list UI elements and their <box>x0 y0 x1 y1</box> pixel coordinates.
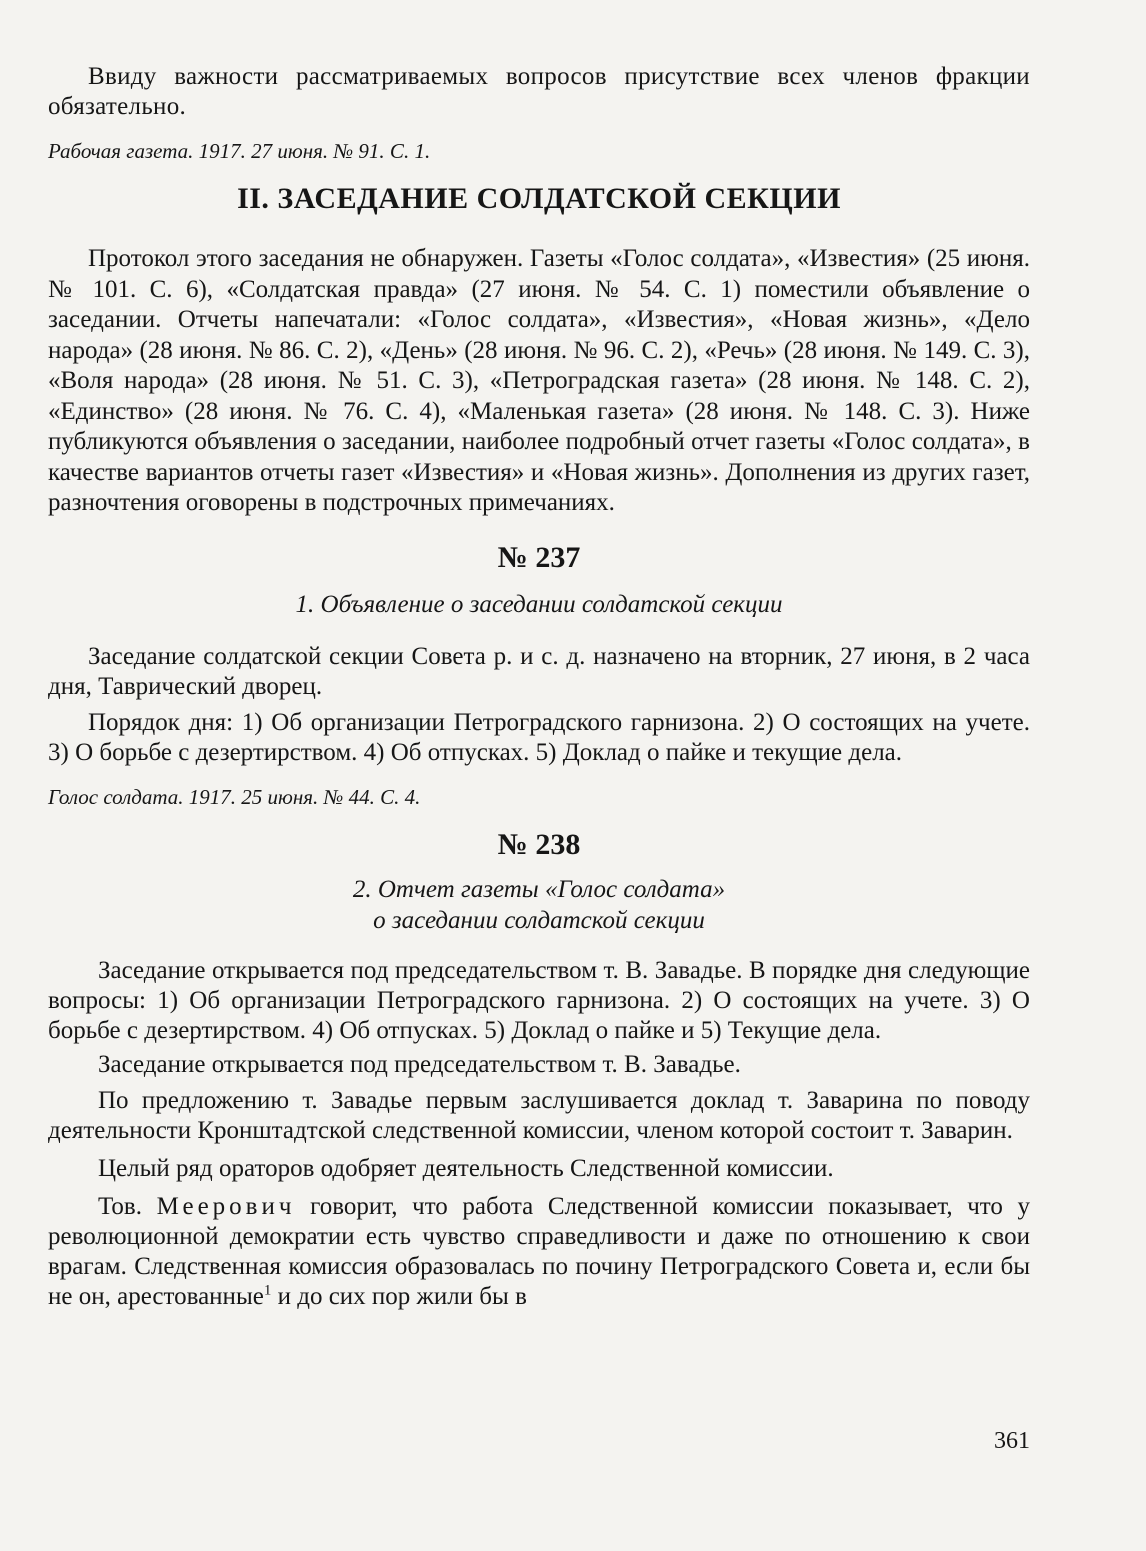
doc-238-paragraph-1: Заседание открывается под председательством т. В. Завадье. В порядке дня следующие вопросы: 1) Об организации Петроградского гарнизона. 2) О состоящих на учете. 3) О борьбе с дезертирством. 4) Об отпусках. 5) Доклад о пайке и 5) Текущие дела. <box>48 956 1030 1044</box>
doc-238-title-line-1: 2. Отчет газеты «Голос солдата» <box>352 875 726 903</box>
page-number: 361 <box>994 1428 1030 1454</box>
speech-text: говорит, что работа Следственной комиссии показывает, что у революционной демократии есть чувство справедливости и даже по отношению к свои врагам. Следственная комиссия образовалась по почину Петроградского Совета и, если бы не он, арестованные <box>48 1192 1030 1310</box>
doc-238-paragraph-3: По предложению т. Завадье первым заслушивается доклад т. Заварина по поводу деятельности Кронштадтской следственной комиссии, членом которой состоит т. Заварин. <box>48 1086 1030 1144</box>
intro-source: Рабочая газета. 1917. 27 июня. № 91. С. 1. <box>48 139 431 163</box>
doc-237-number: № 237 <box>497 540 581 574</box>
doc-238-paragraph-2: Заседание открывается под председательством т. В. Завадье. <box>98 1050 741 1078</box>
doc-238-paragraph-5 <box>48 1192 1030 1312</box>
doc-237-paragraph-2: Порядок дня: 1) Об организации Петроградского гарнизона. 2) О состоящих на учете. 3) О борьбе с дезертирством. 4) Об отпусках. 5) Доклад о пайке и текущие дела. <box>48 708 1030 766</box>
footnote-marker[interactable]: 1 <box>263 1282 272 1299</box>
speaker-prefix: Тов. <box>98 1192 142 1220</box>
doc-237-source: Голос солдата. 1917. 25 июня. № 44. С. 4. <box>48 784 421 809</box>
doc-238-title-line-2: о заседании солдатской секции <box>373 906 705 934</box>
speech-text-continued: и до сих пор жили бы в <box>277 1282 527 1310</box>
doc-238-paragraph-4: Целый ряд ораторов одобряет деятельность Следственной комиссии. <box>98 1154 834 1182</box>
page-content <box>48 62 1030 1312</box>
doc-237-title: 1. Объявление о заседании солдатской секции <box>295 590 783 618</box>
speaker-name: Меерович <box>156 1192 296 1220</box>
section-note: Протокол этого заседания не обнаружен. Газеты «Голос солдата», «Известия» (25 июня. № 101. С. 6), «Солдатская правда» (27 июня. № 54. С. 1) поместили объявление о заседании. Отчеты напечатали: «Голос солдата», «Известия», «Новая жизнь», «Дело народа» (28 июня. № 86. С. 2), «День» (28 июня. № 96. С. 2), «Речь» (28 июня. № 149. С. 3), «Воля народа» (28 июня. № 51. С. 3), «Петроградская газета» (28 июня. № 148. С. 2), «Единство» (28 июня. № 76. С. 4), «Маленькая газета» (28 июня. № 148. С. 3). Ниже публикуются объявления о заседании, наиболее подробный отчет газеты «Голос солдата», в качестве вариантов отчеты газет «Известия» и «Новая жизнь». Дополнения из других газет, разночтения оговорены в подстрочных примечаниях. <box>48 245 1030 516</box>
doc-238-number: № 238 <box>497 827 581 861</box>
doc-237-paragraph-1: Заседание солдатской секции Совета р. и с. д. назначено на вторник, 27 июня, в 2 часа дня, Таврический дворец. <box>48 642 1030 700</box>
section-heading: II. ЗАСЕДАНИЕ СОЛДАТСКОЙ СЕКЦИИ <box>237 182 841 215</box>
intro-paragraph: Ввиду важности рассматриваемых вопросов присутствие всех членов фракции обязательно. <box>48 63 1030 120</box>
